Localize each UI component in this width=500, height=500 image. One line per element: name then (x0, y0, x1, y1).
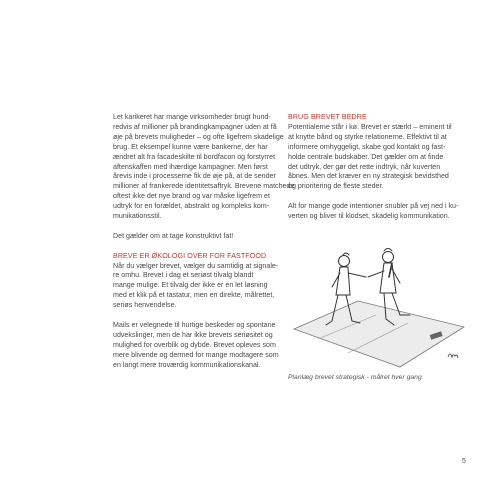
left-column (113, 113, 295, 380)
left-section-fastfood: BREVE ER ØKOLOGI OVER FOR FASTFOOD Når du vælger brevet, vælger du samtidig at signale- re omhu. Brevet i dag et seriøst tilvalg blandt mange mulige. Et tilvalg der ikke er en let løsning med et klik på et tastatur, men en direkte, målrettet, seriøs henvendelse. (113, 252, 283, 311)
handshake-cartoon-illustration (288, 243, 468, 373)
handshake-cartoon-icon (288, 243, 468, 373)
right-paragraph-2: Alt for mange gode intentioner snubler på vej ned i ku- verten og bliver til klodset, skadelig kommunikation. (288, 202, 459, 221)
section-heading-brug-brevet: BRUG BREVET BEDRE (288, 113, 367, 121)
section-heading-fastfood: BREVE ER ØKOLOGI OVER FOR FASTFOOD (113, 251, 267, 260)
left-paragraph-2: Det gælder om at tage konstruktivt fat! (113, 231, 234, 240)
left-paragraph-4: Mails er velegnede til hurtige beskeder og spontane udvekslinger, men de har ikke brevets seriøsitet og mulighed for overblik og dybde. Brevet opleves som mere blivende og dermed for mange modtagere som en langt mere troværdig kommunikationskanal. (113, 320, 279, 369)
right-section-brug-brevet: BRUG BREVET BEDRE Potentialerne står i kø. Brevet er stærkt – eminent til at knytte bånd og styrke relationerne. Effektivt til at informere omhyggeligt, skabe god kontakt og fast- holde centrale budskaber. Det gælder om at finde det udtryk, der gør det rette indtryk, når kuverten åbnes. Men det kræver en ny strategisk bevidsthed og prioritering de fleste steder. (288, 113, 466, 192)
left-paragraph-1: Let karikeret har mange virksomheder brugt hund- redvis af millioner på brandingkampagner uden at få øje på brevets muligheder – og ofte ligefrem skadelige brug. Et eksempel kunne være bankerne, der har ændret alt fra facadeskilte til bordfacon og forstyrret aftenskaffen med ihærdige kampagner. Men først årevis inde i processerne fik de øje på, at de sender millioner af frankerede identitetsaftryk. Brevene matchede oftest ikke det nye brand og var måske ligefrem et udtryk for en forældet, abstrakt og kompleks kom- munikationsstil. (113, 113, 295, 221)
right-column (288, 113, 466, 232)
illustration-caption: Planlæg brevet strategisk - målret hver gang (288, 374, 422, 381)
page-number: 5 (462, 458, 466, 465)
